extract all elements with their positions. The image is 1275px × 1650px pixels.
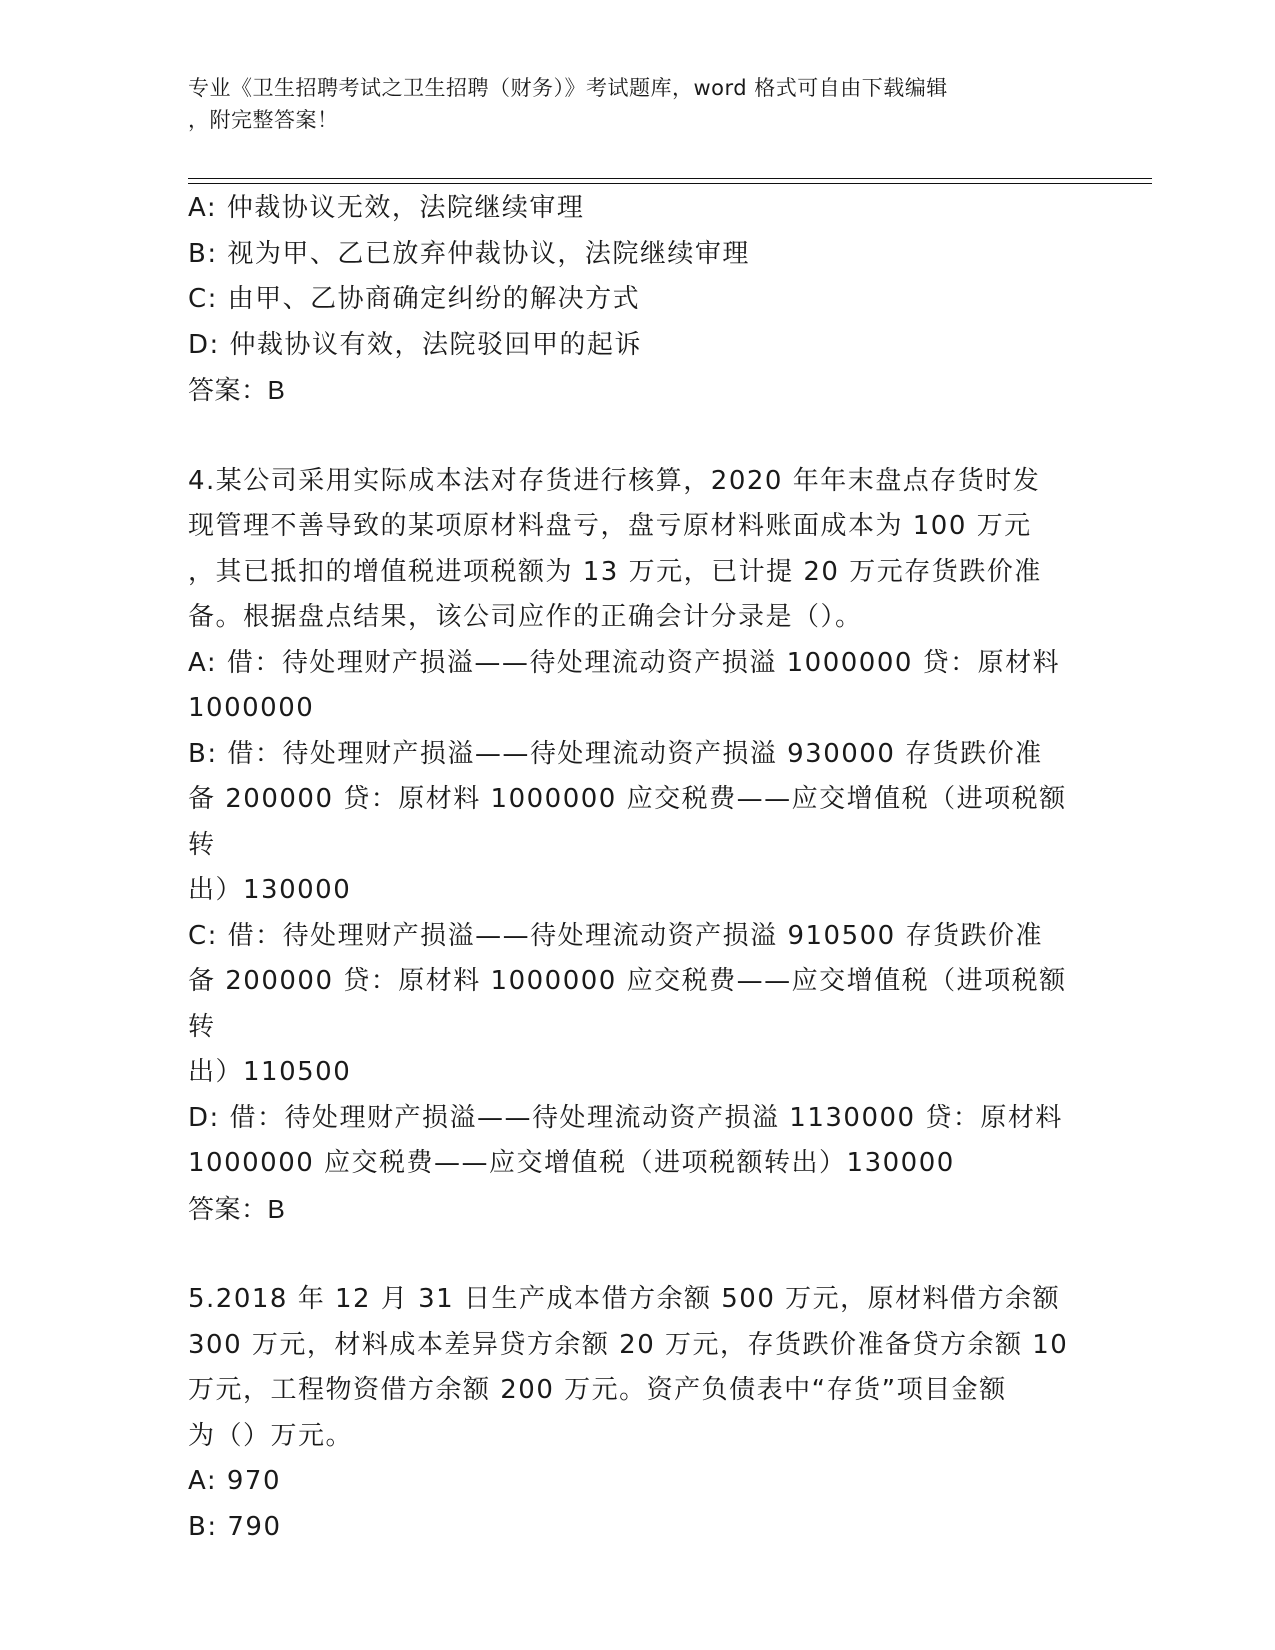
option-b-cont: 备 200000 贷：原材料 1000000 应交税费——应交增值税（进项税额转 <box>188 784 1067 860</box>
question-stem-line: 5.2018 年 12 月 31 日生产成本借方余额 500 万元，原材料借方余额 <box>188 1284 1061 1314</box>
option-d-cont: 1000000 应交税费——应交增值税（进项税额转出）130000 <box>188 1148 955 1178</box>
question-stem-line: 4.某公司采用实际成本法对存货进行核算，2020 年年末盘点存货时发 <box>188 465 1041 496</box>
option-a: A: 借：待处理财产损溢——待处理流动资产损溢 1000000 贷：原材料 <box>188 647 1061 678</box>
header-divider <box>188 183 1152 184</box>
document-body <box>188 186 1078 1550</box>
document-header <box>188 72 1068 136</box>
option-a: A: 970 <box>188 1466 281 1496</box>
option-d: D: 借：待处理财产损溢——待处理流动资产损溢 1130000 贷：原材料 <box>188 1102 1063 1133</box>
answer: 答案：B <box>188 375 286 405</box>
option-d: D: 仲裁协议有效，法院驳回甲的起诉 <box>188 329 643 360</box>
header-line: ，附完整答案！ <box>188 108 339 132</box>
question-stem-line: 现管理不善导致的某项原材料盘亏，盘亏原材料账面成本为 100 万元 <box>188 511 1032 541</box>
question-3 <box>188 186 1078 414</box>
option-b: B: 790 <box>188 1511 282 1542</box>
option-a-cont: 1000000 <box>188 693 315 723</box>
question-4 <box>188 459 1078 1233</box>
question-5 <box>188 1277 1078 1550</box>
option-b-cont: 出）130000 <box>188 875 352 905</box>
question-stem-line: ，其已抵扣的增值税进项税额为 13 万元，已计提 20 万元存货跌价准 <box>188 556 1042 587</box>
option-a: A: 仲裁协议无效，法院继续审理 <box>188 193 585 223</box>
option-b: B: 视为甲、乙已放弃仲裁协议，法院继续审理 <box>188 238 750 269</box>
option-c-cont: 出）110500 <box>188 1057 352 1087</box>
question-stem-line: 300 万元，材料成本差异贷方余额 20 万元，存货跌价准备贷方余额 10 <box>188 1329 1069 1360</box>
option-b: B: 借：待处理财产损溢——待处理流动资产损溢 930000 存货跌价准 <box>188 738 1043 769</box>
spacer <box>188 1232 1078 1277</box>
question-stem-line: 备。根据盘点结果，该公司应作的正确会计分录是（）。 <box>188 602 863 632</box>
option-c-cont: 备 200000 贷：原材料 1000000 应交税费——应交增值税（进项税额转 <box>188 966 1067 1042</box>
spacer <box>188 414 1078 459</box>
question-stem-line: 万元，工程物资借方余额 200 万元。资产负债表中“存货”项目金额 <box>188 1375 1007 1405</box>
header-line: 专业《卫生招聘考试之卫生招聘（财务）》考试题库，word 格式可自由下载编辑 <box>188 76 948 100</box>
header-divider <box>188 178 1152 179</box>
answer: 答案：B <box>188 1193 286 1224</box>
option-c: C: 借：待处理财产损溢——待处理流动资产损溢 910500 存货跌价准 <box>188 920 1043 951</box>
question-stem-line: 为（）万元。 <box>188 1420 354 1451</box>
option-c: C: 由甲、乙协商确定纠纷的解决方式 <box>188 284 641 314</box>
